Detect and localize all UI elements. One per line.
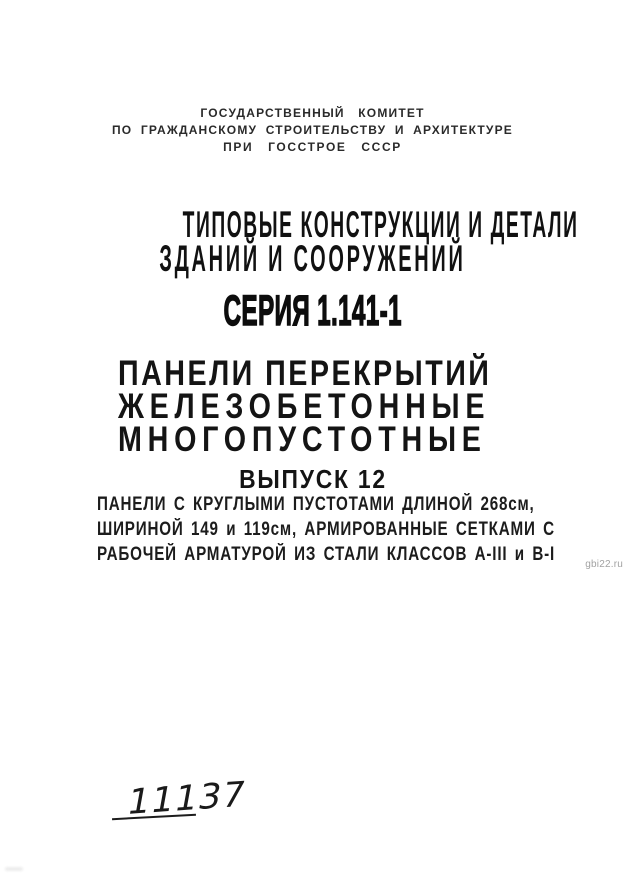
- issue-number-text: ВЫПУСК 12: [238, 464, 387, 494]
- committee-name-line-1: ГОСУДАРСТВЕННЫЙ КОМИТЕТ: [200, 106, 425, 120]
- series-heading-text-2: ЗДАНИЙ И СООРУЖЕНИЙ: [159, 238, 466, 279]
- series-heading-line-2: [0, 238, 625, 280]
- main-title-line-1: ПАНЕЛИ ПЕРЕКРЫТИЙ: [118, 354, 492, 393]
- series-number-text: СЕРИЯ 1.141-1: [223, 286, 402, 334]
- description-line-2: ШИРИНОЙ 149 и 119см, АРМИРОВАННЫЕ СЕТКАМИ С: [97, 519, 555, 540]
- scan-smudge-artifact: [5, 867, 23, 871]
- description-line-1: ПАНЕЛИ С КРУГЛЫМИ ПУСТОТАМИ ДЛИНОЙ 268см,: [97, 494, 535, 515]
- site-watermark: gbi22.ru: [585, 559, 623, 570]
- series-number: [0, 286, 625, 334]
- committee-name-line-2: ПО ГРАЖДАНСКОМУ СТРОИТЕЛЬСТВУ И АРХИТЕКТУРЕ: [111, 123, 513, 137]
- issue-number: [0, 464, 625, 495]
- handwritten-inventory-number: 11137: [124, 774, 250, 823]
- committee-name-line-3: ПРИ ГОССТРОЕ СССР: [223, 140, 402, 154]
- main-title-line-2: ЖЕЛЕЗОБЕТОННЫЕ: [118, 387, 491, 426]
- description-line-3: РАБОЧЕЙ АРМАТУРОЙ ИЗ СТАЛИ КЛАССОВ А-III и В-I: [97, 544, 556, 565]
- main-title-line-3: МНОГОПУСТОТНЫЕ: [118, 420, 487, 459]
- series-heading-text-1: ТИПОВЫЕ КОНСТРУКЦИИ И ДЕТАЛИ: [182, 204, 579, 245]
